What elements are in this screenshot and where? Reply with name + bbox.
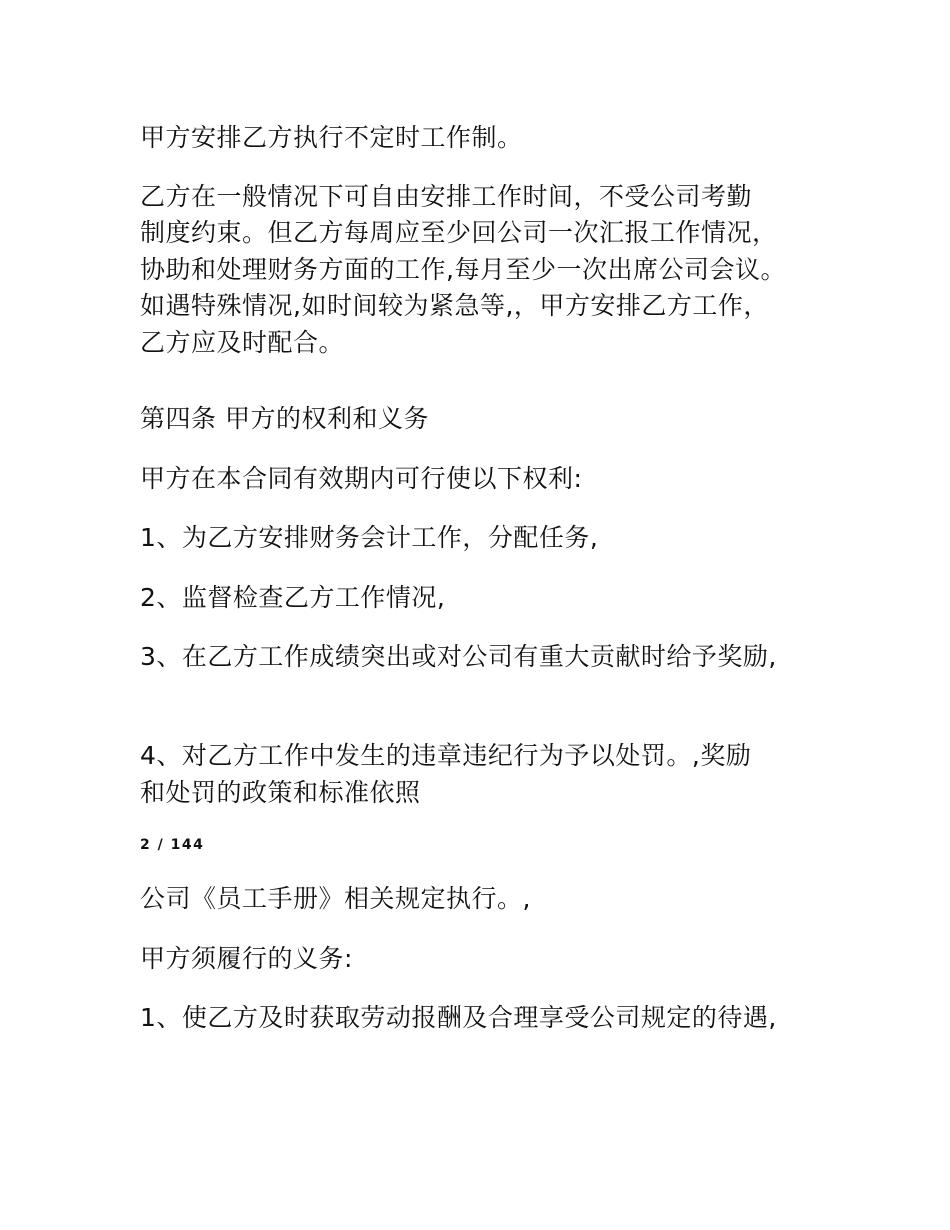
paragraph-schedule-line-4: 如遇特殊情况,如时间较为紧急等,，甲方安排乙方工作，	[140, 291, 769, 320]
rights-item-4-continued: 公司《员工手册》相关规定执行。,	[140, 884, 531, 913]
rights-intro: 甲方在本合同有效期内可行使以下权利:	[140, 464, 583, 493]
rights-item-1: 1、为乙方安排财务会计工作，分配任务,	[140, 523, 599, 552]
rights-item-4-line-2: 和处罚的政策和标准依照	[140, 778, 421, 807]
paragraph-schedule-line-5: 乙方应及时配合。	[140, 328, 345, 357]
page-number: 2 / 144	[140, 837, 205, 853]
paragraph-schedule-line-1: 乙方在一般情况下可自由安排工作时间，不受公司考勤	[140, 182, 753, 211]
obligations-intro: 甲方须履行的义务:	[140, 944, 353, 973]
paragraph-schedule-line-3: 协助和处理财务方面的工作,每月至少一次出席公司会议。	[140, 255, 786, 284]
rights-item-4-line-1: 4、对乙方工作中发生的违章违纪行为予以处罚。,奖励	[140, 741, 752, 770]
paragraph-schedule-line-2: 制度约束。但乙方每周应至少回公司一次汇报工作情况，	[140, 218, 778, 247]
rights-item-3: 3、在乙方工作成绩突出或对公司有重大贡献时给予奖励,	[140, 642, 777, 671]
rights-item-2: 2、监督检查乙方工作情况,	[140, 583, 446, 612]
article-heading: 第四条 甲方的权利和义务	[140, 404, 429, 433]
obligations-item-1: 1、使乙方及时获取劳动报酬及合理享受公司规定的待遇,	[140, 1003, 777, 1032]
paragraph-work-system: 甲方安排乙方执行不定时工作制。	[140, 123, 523, 152]
